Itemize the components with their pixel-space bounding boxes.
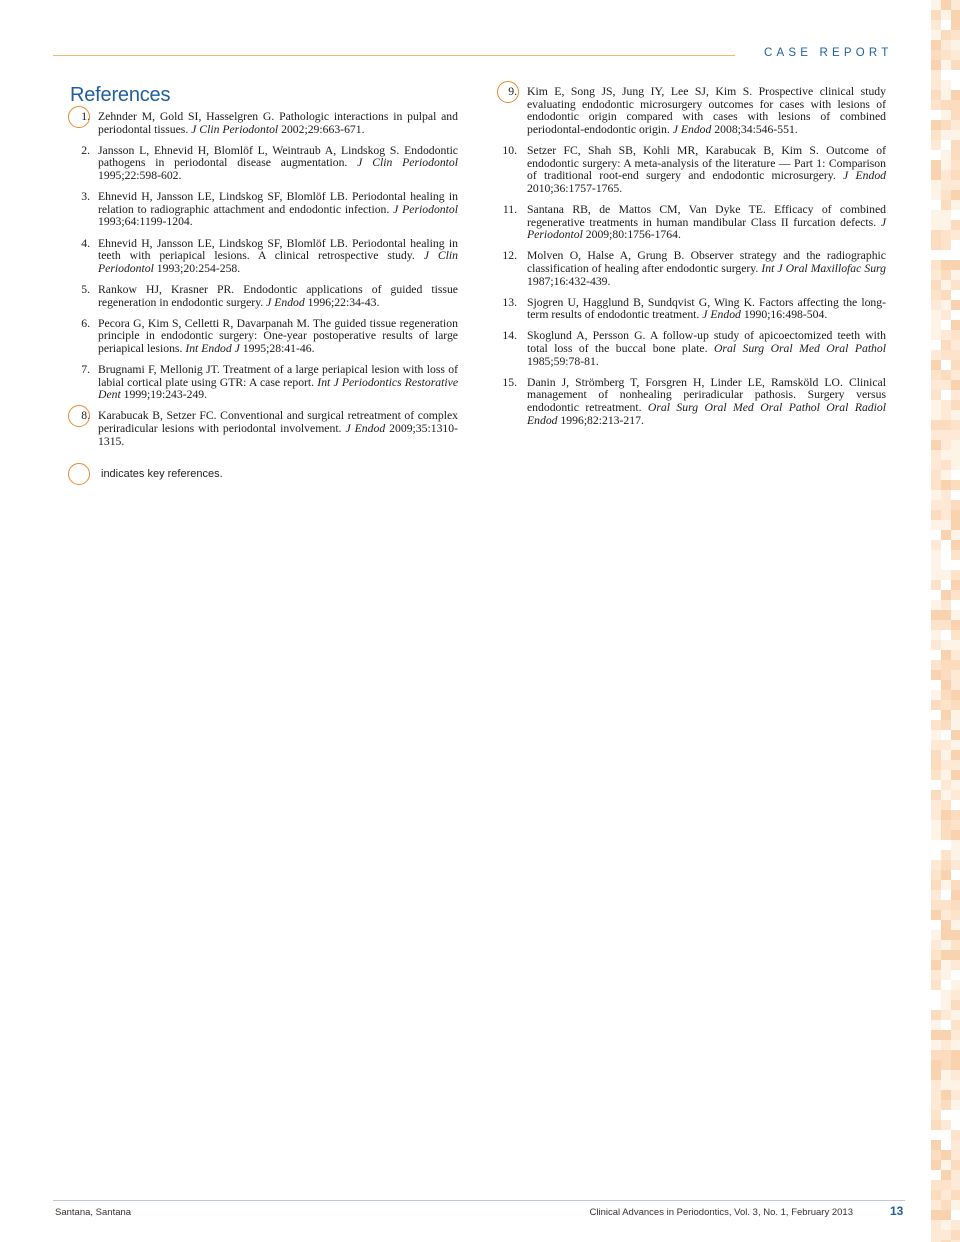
reference-number: 6. xyxy=(81,316,90,330)
reference-journal: J Clin Periodontol xyxy=(191,122,279,136)
reference-journal: J Endod xyxy=(345,422,386,436)
reference-journal: J Endod xyxy=(843,169,887,183)
reference-item xyxy=(70,364,458,402)
reference-text: Molven O, Halse A, Grung B. Observer strategy and the radiographic classification of healing after endodontic surgery. xyxy=(527,249,886,275)
footer-rule xyxy=(53,1200,905,1201)
reference-citation: 2009;35:1310-1315. xyxy=(98,422,459,448)
reference-text: Danin J, Strömberg T, Forsgren H, Linder LE, Ramsköld LO. Clinical management of nonhealing periradicular pathosis. Surgery versus endodontic retreatment. xyxy=(527,375,886,415)
reference-citation: 1995;22:598-602. xyxy=(98,168,182,182)
reference-number: 10. xyxy=(502,143,517,157)
reference-item xyxy=(497,145,886,195)
reference-text: Setzer FC, Shah SB, Kohli MR, Karabucak B, Kim S. Outcome of endodontic surgery: A meta-analysis of the literature — Part 1: Comparison of traditional root-end surgery and endodontic microsurgery. xyxy=(527,143,886,183)
decorative-side-strip xyxy=(931,0,960,1242)
reference-item xyxy=(497,377,886,427)
reference-number: 5. xyxy=(81,282,90,296)
reference-journal: Int J Periodontics Restorative Dent xyxy=(98,375,459,402)
references-heading: References xyxy=(70,84,171,106)
reference-text: Brugnami F, Mellonig JT. Treatment of a large periapical lesion with loss of labial cortical plate using GTR: A case report. xyxy=(98,363,458,389)
reference-citation: 1993;64:1199-1204. xyxy=(98,215,193,229)
reference-number: 4. xyxy=(81,236,90,250)
references-column-right xyxy=(497,86,886,436)
reference-item xyxy=(497,204,886,242)
reference-number: 13. xyxy=(502,295,517,309)
reference-text: Pecora G, Kim S, Celletti R, Davarpanah M. The guided tissue regeneration principle in endodontic surgery: One-year postoperative results of large periapical lesions. xyxy=(98,316,458,355)
key-reference-number: 1. xyxy=(70,111,90,124)
reference-item xyxy=(497,297,886,322)
reference-text: Skoglund A, Persson G. A follow-up study of apicoectomized teeth with total loss of the buccal bone plate. xyxy=(527,329,886,356)
section-label: CASE REPORT xyxy=(764,47,893,59)
reference-journal: J Endod xyxy=(672,122,712,136)
reference-number: 7. xyxy=(81,363,90,377)
reference-text: Kim E, Song JS, Jung IY, Lee SJ, Kim S. Prospective clinical study evaluating endodontic microsurgery outcomes for cases with lesions of endodontic origin compared with cases with lesions of combined periodontal-endodontic origin. xyxy=(527,85,886,136)
key-reference-number: 9. xyxy=(497,86,517,99)
reference-citation: 1985;59:78-81. xyxy=(527,354,599,368)
reference-citation: 1993;20:254-258. xyxy=(153,261,241,275)
reference-text: Karabucak B, Setzer FC. Conventional and surgical retreatment of complex periradicular lesions with periodontal involvement. xyxy=(98,409,458,436)
reference-journal: Int J Oral Maxillofac Surg xyxy=(761,261,887,275)
footer-authors: Santana, Santana xyxy=(55,1207,132,1218)
reference-citation: 2002;29:663-671. xyxy=(278,122,365,136)
reference-citation: 1996;22:34-43. xyxy=(304,295,380,309)
reference-item xyxy=(70,318,458,356)
reference-journal: J Periodontol xyxy=(527,215,886,242)
reference-text: Santana RB, de Mattos CM, Van Dyke TE. Efficacy of combined regenerative treatments in human mandibular Class II furcation defects. xyxy=(527,202,886,229)
reference-item xyxy=(70,410,458,448)
reference-citation: 1996;82:213-217. xyxy=(557,413,644,427)
references-column-left xyxy=(70,111,458,457)
key-references-legend xyxy=(68,463,223,485)
reference-number: 11. xyxy=(502,202,517,216)
reference-item xyxy=(70,238,458,276)
reference-journal: Int Endod J xyxy=(185,341,240,355)
reference-journal: J Endod xyxy=(266,295,305,309)
reference-citation: 1987;16:432-439. xyxy=(527,274,611,288)
reference-citation: 1990;16:498-504. xyxy=(740,308,828,322)
reference-number: 15. xyxy=(502,375,517,389)
reference-number: 2. xyxy=(81,143,90,157)
reference-number: 3. xyxy=(81,190,90,204)
reference-item xyxy=(70,111,458,136)
reference-journal: J Clin Periodontol xyxy=(98,249,458,275)
reference-journal: J Clin Periodontol xyxy=(357,156,458,170)
header-rule xyxy=(53,55,735,56)
reference-item xyxy=(497,330,886,368)
reference-journal: J Periodontol xyxy=(393,202,458,216)
reference-citation: 2008;34:546-551. xyxy=(711,122,798,136)
reference-item xyxy=(70,191,458,229)
reference-journal: J Endod xyxy=(702,308,741,322)
footer-journal: Clinical Advances in Periodontics, Vol. 3, No. 1, February 2013 xyxy=(589,1207,853,1218)
reference-text: Ehnevid H, Jansson LE, Lindskog SF, Blomlöf LB. Periodontal healing in relation to radiographic attachment and endodontic infection. xyxy=(98,190,458,216)
reference-text: Zehnder M, Gold SI, Hasselgren G. Pathologic interactions in pulpal and periodontal tissues. xyxy=(98,110,458,136)
reference-item xyxy=(497,86,886,136)
reference-text: Sjogren U, Hagglund B, Sundqvist G, Wing K. Factors affecting the long-term results of endodontic treatment. xyxy=(527,295,886,322)
reference-item xyxy=(497,250,886,288)
reference-item xyxy=(70,145,458,183)
reference-text: Ehnevid H, Jansson LE, Lindskog SF, Blomlöf LB. Periodontal healing in teeth with periapical lesions. A clinical retrospective study. xyxy=(98,236,458,263)
reference-item xyxy=(70,284,458,309)
reference-citation: 1995;28:41-46. xyxy=(239,341,315,355)
reference-citation: 1999;19:243-249. xyxy=(120,388,208,402)
legend-text: indicates key references. xyxy=(101,468,223,480)
reference-journal: Oral Surg Oral Med Oral Pathol Oral Radiol Endod xyxy=(527,401,886,427)
reference-number: 12. xyxy=(502,249,517,263)
reference-text: Rankow HJ, Krasner PR. Endodontic applications of guided tissue regeneration in endodontic surgery. xyxy=(98,282,458,309)
key-reference-number: 8. xyxy=(70,410,90,423)
reference-text: Jansson L, Ehnevid H, Blomlöf L, Weintraub A, Lindskog S. Endodontic pathogens in periodontal disease augmentation. xyxy=(98,143,458,170)
reference-journal: Oral Surg Oral Med Oral Pathol xyxy=(713,342,886,356)
reference-number: 14. xyxy=(502,329,517,343)
key-reference-circle-icon xyxy=(68,463,90,485)
reference-citation: 2009;80:1756-1764. xyxy=(582,228,681,242)
page-number: 13 xyxy=(890,1204,904,1218)
reference-citation: 2010;36:1757-1765. xyxy=(527,181,623,195)
